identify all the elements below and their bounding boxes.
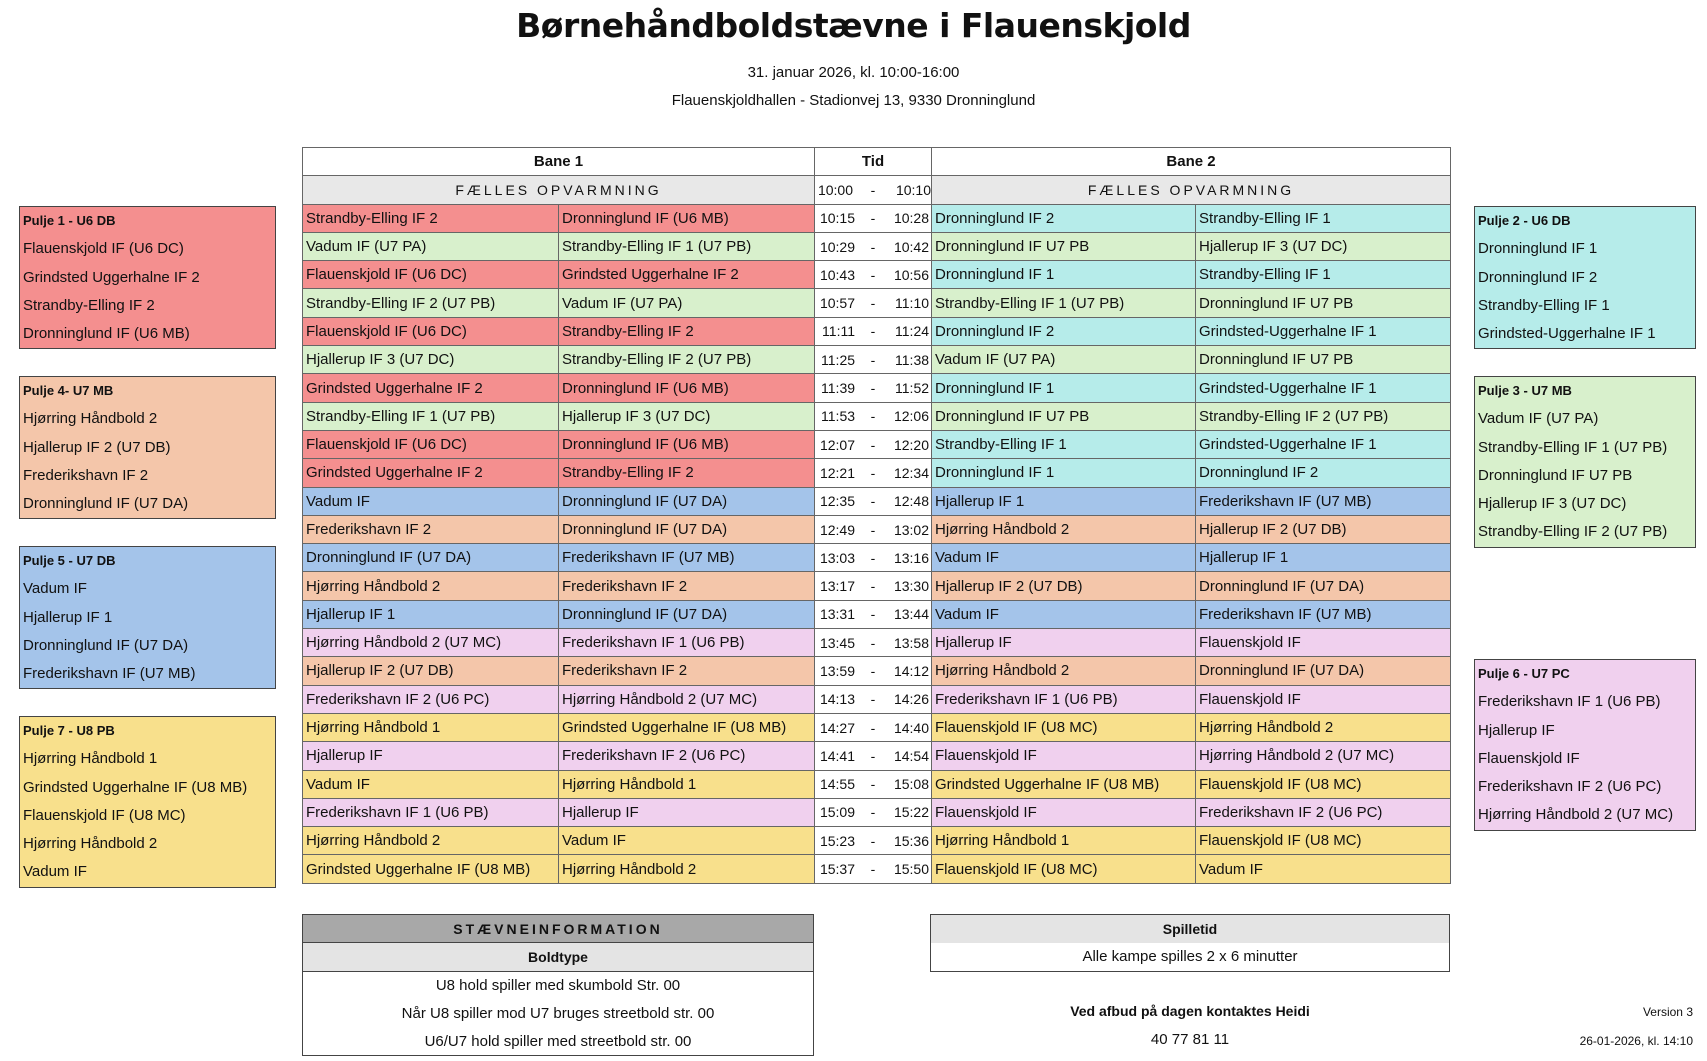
court-1-team-a: Hjørring Håndbold 2 (U7 MC): [303, 629, 559, 657]
match-time: [815, 487, 932, 515]
pool-team: Frederikshavn IF 1 (U6 PB): [1478, 693, 1661, 711]
pool-team: Hjallerup IF 3 (U7 DC): [1478, 495, 1627, 513]
ball-line: U6/U7 hold spiller med streetbold str. 00: [303, 1028, 814, 1056]
match-time: [815, 770, 932, 798]
pool-team: Grindsted Uggerhalne IF 2: [23, 268, 200, 286]
match-row: [303, 544, 1451, 572]
match-row: [303, 204, 1451, 232]
pool-team: Flauenskjold IF (U6 DC): [23, 240, 184, 258]
time-start: 13:17: [819, 578, 856, 595]
warmup-sep: -: [870, 181, 876, 198]
court-1-team-a: Hjallerup IF 2 (U7 DB): [303, 657, 559, 685]
time-start: 14:13: [819, 691, 856, 708]
time-sep: -: [870, 464, 876, 481]
time-start: 15:09: [819, 804, 856, 821]
court-1-team-b: Frederikshavn IF 1 (U6 PB): [559, 629, 815, 657]
pool-team: Hjallerup IF: [1478, 721, 1555, 739]
match-time: [815, 798, 932, 826]
time-end: 12:20: [893, 436, 930, 453]
court-2-team-b: Vadum IF: [1196, 855, 1451, 883]
pool-3-box: [1474, 376, 1696, 548]
time-end: 14:12: [893, 662, 930, 679]
match-row: [303, 713, 1451, 741]
match-time: [815, 430, 932, 458]
court-1-team-b: Strandby-Elling IF 2: [559, 317, 815, 345]
court-1-team-a: Flauenskjold IF (U6 DC): [303, 317, 559, 345]
court-1-team-a: Frederikshavn IF 2 (U6 PC): [303, 685, 559, 713]
time-end: 12:48: [893, 493, 930, 510]
ball-type-heading: Boldtype: [303, 943, 814, 971]
time-start: 12:21: [819, 464, 856, 481]
court-2-team-b: Flauenskjold IF: [1196, 629, 1451, 657]
pool-team: Frederikshavn IF (U7 MB): [23, 665, 196, 683]
time-start: 13:03: [819, 549, 856, 566]
court-1-team-b: Hjørring Håndbold 2: [559, 855, 815, 883]
court-2-team-b: Flauenskjold IF (U8 MC): [1196, 770, 1451, 798]
court-1-team-a: Frederikshavn IF 2: [303, 515, 559, 543]
court-1-team-b: Frederikshavn IF 2 (U6 PC): [559, 742, 815, 770]
court-2-team-b: Grindsted-Uggerhalne IF 1: [1196, 317, 1451, 345]
time-start: 13:59: [819, 662, 856, 679]
court-2-team-a: Vadum IF (U7 PA): [932, 346, 1196, 374]
pool-team: Vadum IF (U7 PA): [1478, 410, 1599, 428]
time-start: 14:55: [819, 776, 856, 793]
court-2-team-a: Dronninglund IF 1: [932, 374, 1196, 402]
match-time: [815, 261, 932, 289]
court-2-team-a: Hjallerup IF 1: [932, 487, 1196, 515]
time-start: 10:29: [819, 238, 856, 255]
court-2-team-a: Hjørring Håndbold 2: [932, 515, 1196, 543]
time-end: 10:28: [893, 210, 930, 227]
time-sep: -: [870, 691, 876, 708]
match-row: [303, 346, 1451, 374]
pool-team: Frederikshavn IF 2 (U6 PC): [1478, 778, 1662, 796]
court-2-team-b: Dronninglund IF U7 PB: [1196, 346, 1451, 374]
version-label: Version 3: [1642, 1005, 1693, 1019]
court-2-team-a: Dronninglund IF 2: [932, 317, 1196, 345]
playtime-heading: Spilletid: [931, 915, 1450, 943]
time-end: 15:50: [893, 861, 930, 878]
court-1-team-a: Strandby-Elling IF 2: [303, 204, 559, 232]
pool-team: Hjørring Håndbold 1: [23, 750, 158, 768]
match-time: [815, 855, 932, 883]
time-start: 12:49: [819, 521, 856, 538]
court-2-team-a: Vadum IF: [932, 544, 1196, 572]
time-start: 12:07: [819, 436, 856, 453]
court-2-team-b: Flauenskjold IF (U8 MC): [1196, 827, 1451, 855]
time-sep: -: [870, 408, 876, 425]
pool-team: Dronninglund IF U7 PB: [1478, 466, 1633, 484]
court-1-team-b: Hjørring Håndbold 2 (U7 MC): [559, 685, 815, 713]
match-time: [815, 346, 932, 374]
court-1-team-a: Dronninglund IF (U7 DA): [303, 544, 559, 572]
pool-team: Hjallerup IF 2 (U7 DB): [23, 438, 171, 456]
time-end: 11:38: [895, 351, 930, 368]
court-2-team-b: Grindsted-Uggerhalne IF 1: [1196, 430, 1451, 458]
court-2-warmup: FÆLLES OPVARMNING: [932, 176, 1451, 204]
time-start: 14:41: [819, 747, 856, 764]
pool-7-box: [19, 716, 276, 888]
time-end: 12:34: [893, 464, 930, 481]
court-1-warmup: FÆLLES OPVARMNING: [303, 176, 815, 204]
court-1-team-a: Flauenskjold IF (U6 DC): [303, 430, 559, 458]
time-sep: -: [870, 804, 876, 821]
pool-team: Strandby-Elling IF 1 (U7 PB): [1478, 438, 1668, 456]
pool-team: Strandby-Elling IF 1: [1478, 296, 1610, 314]
time-sep: -: [870, 238, 876, 255]
court-2-team-a: Dronninglund IF 1: [932, 459, 1196, 487]
match-time: [815, 402, 932, 430]
match-time: [815, 685, 932, 713]
event-date: 31. januar 2026, kl. 10:00-16:00: [747, 64, 960, 81]
court-2-team-b: Flauenskjold IF: [1196, 685, 1451, 713]
court-1-team-b: Vadum IF (U7 PA): [559, 289, 815, 317]
match-row: [303, 317, 1451, 345]
court-2-team-a: Flauenskjold IF (U8 MC): [932, 713, 1196, 741]
court-1-team-b: Dronninglund IF (U7 DA): [559, 487, 815, 515]
match-time: [815, 600, 932, 628]
match-row: [303, 572, 1451, 600]
pool-team: Flauenskjold IF (U8 MC): [23, 806, 186, 824]
time-end: 11:52: [895, 380, 930, 397]
time-end: 10:42: [893, 238, 930, 255]
pool-team: Flauenskjold IF: [1478, 749, 1580, 767]
timestamp-label: 26-01-2026, kl. 14:10: [1579, 1034, 1693, 1048]
court-2-team-b: Frederikshavn IF (U7 MB): [1196, 600, 1451, 628]
pool-team: Vadum IF: [23, 580, 87, 598]
time-start: 11:53: [821, 408, 856, 425]
court-1-team-a: Hjørring Håndbold 2: [303, 827, 559, 855]
time-sep: -: [870, 634, 876, 651]
court-1-team-a: Hjallerup IF 3 (U7 DC): [303, 346, 559, 374]
pool-team: Dronninglund IF (U7 DA): [23, 495, 189, 513]
time-sep: -: [870, 861, 876, 878]
court-2-team-a: Hjørring Håndbold 2: [932, 657, 1196, 685]
court-1-team-b: Strandby-Elling IF 2 (U7 PB): [559, 346, 815, 374]
pool-team: Hjallerup IF 1: [23, 608, 113, 626]
match-time: [815, 572, 932, 600]
court-1-team-b: Frederikshavn IF (U7 MB): [559, 544, 815, 572]
time-end: 14:40: [893, 719, 930, 736]
court-2-team-b: Dronninglund IF (U7 DA): [1196, 657, 1451, 685]
court-2-team-a: Flauenskjold IF: [932, 742, 1196, 770]
match-row: [303, 827, 1451, 855]
court-2-team-a: Frederikshavn IF 1 (U6 PB): [932, 685, 1196, 713]
contact-title: Ved afbud på dagen kontaktes Heidi: [1070, 1003, 1310, 1019]
pool-title: Pulje 3 - U7 MB: [1478, 383, 1572, 398]
time-start: 13:31: [819, 606, 856, 623]
court-1-team-a: Strandby-Elling IF 2 (U7 PB): [303, 289, 559, 317]
pool-team: Grindsted-Uggerhalne IF 1: [1478, 325, 1656, 343]
time-end: 14:26: [893, 691, 930, 708]
court-2-team-a: Grindsted Uggerhalne IF (U8 MB): [932, 770, 1196, 798]
court-1-team-a: Vadum IF (U7 PA): [303, 232, 559, 260]
court-2-team-b: Hjallerup IF 3 (U7 DC): [1196, 232, 1451, 260]
court-2-team-b: Strandby-Elling IF 1: [1196, 204, 1451, 232]
court-2-team-a: Vadum IF: [932, 600, 1196, 628]
time-sep: -: [870, 493, 876, 510]
pool-team: Dronninglund IF (U6 MB): [23, 325, 190, 343]
pool-team: Vadum IF: [23, 863, 87, 881]
pool-team: Hjørring Håndbold 2 (U7 MC): [1478, 806, 1674, 824]
ball-line: Når U8 spiller mod U7 bruges streetbold str. 00: [303, 999, 814, 1027]
match-row: [303, 685, 1451, 713]
court-1-team-b: Vadum IF: [559, 827, 815, 855]
pool-title: Pulje 7 - U8 PB: [23, 723, 115, 738]
court-1-team-a: Hjørring Håndbold 2: [303, 572, 559, 600]
court-1-header: Bane 1: [303, 148, 815, 176]
pool-title: Pulje 4- U7 MB: [23, 383, 114, 398]
match-row: [303, 289, 1451, 317]
court-1-team-a: Vadum IF: [303, 770, 559, 798]
match-time: [815, 544, 932, 572]
court-1-team-b: Dronninglund IF (U7 DA): [559, 600, 815, 628]
match-time: [815, 204, 932, 232]
court-1-team-a: Hjallerup IF 1: [303, 600, 559, 628]
court-2-team-b: Hjallerup IF 1: [1196, 544, 1451, 572]
time-start: 13:45: [819, 634, 856, 651]
match-time: [815, 289, 932, 317]
match-schedule-table: [302, 147, 1451, 884]
pool-title: Pulje 1 - U6 DB: [23, 213, 116, 228]
court-2-team-b: Frederikshavn IF (U7 MB): [1196, 487, 1451, 515]
match-row: [303, 459, 1451, 487]
warmup-start: 10:00: [817, 181, 854, 198]
pool-team: Frederikshavn IF 2: [23, 466, 149, 484]
time-end: 15:36: [893, 832, 930, 849]
court-2-team-b: Hjallerup IF 2 (U7 DB): [1196, 515, 1451, 543]
time-sep: -: [870, 606, 876, 623]
match-time: [815, 515, 932, 543]
playtime-text: Alle kampe spilles 2 x 6 minutter: [1082, 948, 1298, 966]
court-2-team-b: Hjørring Håndbold 2 (U7 MC): [1196, 742, 1451, 770]
court-2-team-b: Frederikshavn IF 2 (U6 PC): [1196, 798, 1451, 826]
match-time: [815, 629, 932, 657]
match-time: [815, 713, 932, 741]
court-2-team-a: Dronninglund IF U7 PB: [932, 402, 1196, 430]
pool-team: Dronninglund IF 2: [1478, 268, 1598, 286]
match-row: [303, 430, 1451, 458]
court-1-team-a: Grindsted Uggerhalne IF 2: [303, 459, 559, 487]
contact-phone: 40 77 81 11: [1150, 1031, 1230, 1048]
match-time: [815, 374, 932, 402]
time-start: 15:37: [819, 861, 856, 878]
match-row: [303, 742, 1451, 770]
pool-title: Pulje 2 - U6 DB: [1478, 213, 1571, 228]
court-2-team-a: Strandby-Elling IF 1 (U7 PB): [932, 289, 1196, 317]
pool-team: Dronninglund IF 1: [1478, 240, 1598, 258]
pool-team: Dronninglund IF (U7 DA): [23, 636, 189, 654]
court-2-team-b: Dronninglund IF 2: [1196, 459, 1451, 487]
court-2-team-a: Dronninglund IF 1: [932, 261, 1196, 289]
court-1-team-b: Strandby-Elling IF 2: [559, 459, 815, 487]
warmup-end: 10:10: [895, 181, 932, 198]
court-2-team-a: Hjallerup IF: [932, 629, 1196, 657]
court-1-team-a: Hjallerup IF: [303, 742, 559, 770]
page-title: Børnehåndboldstævne i Flauenskjold: [516, 6, 1191, 45]
court-1-team-b: Frederikshavn IF 2: [559, 657, 815, 685]
time-sep: -: [870, 719, 876, 736]
court-1-team-b: Dronninglund IF (U7 DA): [559, 515, 815, 543]
court-2-team-a: Dronninglund IF U7 PB: [932, 232, 1196, 260]
time-sep: -: [870, 436, 876, 453]
court-1-team-a: Vadum IF: [303, 487, 559, 515]
court-1-team-b: Hjallerup IF: [559, 798, 815, 826]
pool-title: Pulje 5 - U7 DB: [23, 553, 116, 568]
pool-1-box: [19, 206, 276, 349]
match-row: [303, 487, 1451, 515]
pool-6-box: [1474, 659, 1696, 831]
match-row: [303, 855, 1451, 883]
time-start: 11:39: [821, 380, 856, 397]
time-end: 11:10: [895, 295, 930, 312]
court-1-team-a: Hjørring Håndbold 1: [303, 713, 559, 741]
court-2-team-b: Strandby-Elling IF 1: [1196, 261, 1451, 289]
court-2-team-a: Strandby-Elling IF 1: [932, 430, 1196, 458]
court-2-team-a: Hjallerup IF 2 (U7 DB): [932, 572, 1196, 600]
pool-team: Hjørring Håndbold 2: [23, 410, 158, 428]
time-end: 13:30: [893, 578, 930, 595]
court-1-team-b: Dronninglund IF (U6 MB): [559, 374, 815, 402]
pool-5-box: [19, 546, 276, 689]
time-start: 11:11: [822, 323, 856, 340]
warmup-time: [815, 176, 932, 204]
ball-line: U8 hold spiller med skumbold Str. 00: [303, 971, 814, 999]
court-2-team-b: Grindsted-Uggerhalne IF 1: [1196, 374, 1451, 402]
time-end: 15:22: [893, 804, 930, 821]
court-1-team-b: Dronninglund IF (U6 MB): [559, 204, 815, 232]
match-row: [303, 798, 1451, 826]
time-start: 11:25: [821, 351, 856, 368]
time-sep: -: [870, 747, 876, 764]
court-2-team-a: Flauenskjold IF (U8 MC): [932, 855, 1196, 883]
time-start: 12:35: [819, 493, 856, 510]
time-start: 15:23: [819, 832, 856, 849]
court-1-team-a: Grindsted Uggerhalne IF (U8 MB): [303, 855, 559, 883]
pool-title: Pulje 6 - U7 PC: [1478, 666, 1570, 681]
court-2-team-b: Hjørring Håndbold 2: [1196, 713, 1451, 741]
court-1-team-b: Dronninglund IF (U6 MB): [559, 430, 815, 458]
time-end: 10:56: [893, 266, 930, 283]
match-row: [303, 402, 1451, 430]
court-2-team-b: Dronninglund IF (U7 DA): [1196, 572, 1451, 600]
pool-team: Strandby-Elling IF 2: [23, 296, 155, 314]
match-time: [815, 317, 932, 345]
court-2-team-b: Strandby-Elling IF 2 (U7 PB): [1196, 402, 1451, 430]
time-end: 13:02: [893, 521, 930, 538]
time-start: 10:57: [819, 295, 856, 312]
court-2-team-a: Dronninglund IF 2: [932, 204, 1196, 232]
match-time: [815, 459, 932, 487]
court-1-team-b: Hjallerup IF 3 (U7 DC): [559, 402, 815, 430]
match-time: [815, 827, 932, 855]
time-end: 12:06: [893, 408, 930, 425]
court-2-team-a: Hjørring Håndbold 1: [932, 827, 1196, 855]
match-time: [815, 232, 932, 260]
time-sep: -: [870, 380, 876, 397]
time-sep: -: [870, 323, 876, 340]
court-1-team-a: Flauenskjold IF (U6 DC): [303, 261, 559, 289]
pool-team: Hjørring Håndbold 2: [23, 835, 158, 853]
info-heading: STÆVNEINFORMATION: [303, 915, 814, 943]
warmup-row: [303, 176, 1451, 204]
time-end: 13:58: [893, 634, 930, 651]
time-end: 14:54: [893, 747, 930, 764]
court-2-team-a: Flauenskjold IF: [932, 798, 1196, 826]
court-1-team-a: Frederikshavn IF 1 (U6 PB): [303, 798, 559, 826]
court-1-team-b: Frederikshavn IF 2: [559, 572, 815, 600]
time-sep: -: [870, 832, 876, 849]
match-row: [303, 657, 1451, 685]
court-2-header: Bane 2: [932, 148, 1451, 176]
match-row: [303, 600, 1451, 628]
court-1-team-a: Grindsted Uggerhalne IF 2: [303, 374, 559, 402]
match-time: [815, 657, 932, 685]
match-row: [303, 232, 1451, 260]
pool-team: Strandby-Elling IF 2 (U7 PB): [1478, 523, 1668, 541]
match-row: [303, 629, 1451, 657]
time-sep: -: [870, 210, 876, 227]
time-end: 15:08: [893, 776, 930, 793]
time-start: 10:43: [819, 266, 856, 283]
court-1-team-b: Hjørring Håndbold 1: [559, 770, 815, 798]
time-sep: -: [870, 662, 876, 679]
match-row: [303, 770, 1451, 798]
pool-4-box: [19, 376, 276, 519]
event-venue: Flauenskjoldhallen - Stadionvej 13, 9330 Dronninglund: [671, 92, 1036, 109]
time-end: 13:16: [893, 549, 930, 566]
time-sep: -: [870, 776, 876, 793]
pool-2-box: [1474, 206, 1696, 349]
time-start: 14:27: [819, 719, 856, 736]
time-sep: -: [870, 295, 876, 312]
court-1-team-b: Strandby-Elling IF 1 (U7 PB): [559, 232, 815, 260]
match-row: [303, 261, 1451, 289]
court-2-team-b: Dronninglund IF U7 PB: [1196, 289, 1451, 317]
time-end: 11:24: [895, 323, 930, 340]
schedule-header-row: [303, 148, 1451, 176]
court-1-team-a: Strandby-Elling IF 1 (U7 PB): [303, 402, 559, 430]
time-sep: -: [870, 549, 876, 566]
event-info-table: [302, 914, 814, 1056]
court-1-team-b: Grindsted Uggerhalne IF (U8 MB): [559, 713, 815, 741]
playtime-table: [930, 914, 1450, 972]
time-sep: -: [870, 521, 876, 538]
court-1-team-b: Grindsted Uggerhalne IF 2: [559, 261, 815, 289]
match-row: [303, 515, 1451, 543]
match-row: [303, 374, 1451, 402]
pool-team: Grindsted Uggerhalne IF (U8 MB): [23, 778, 248, 796]
time-end: 13:44: [893, 606, 930, 623]
match-time: [815, 742, 932, 770]
time-start: 10:15: [819, 210, 856, 227]
time-sep: -: [870, 266, 876, 283]
time-sep: -: [870, 351, 876, 368]
time-header: Tid: [815, 148, 932, 176]
time-sep: -: [870, 578, 876, 595]
